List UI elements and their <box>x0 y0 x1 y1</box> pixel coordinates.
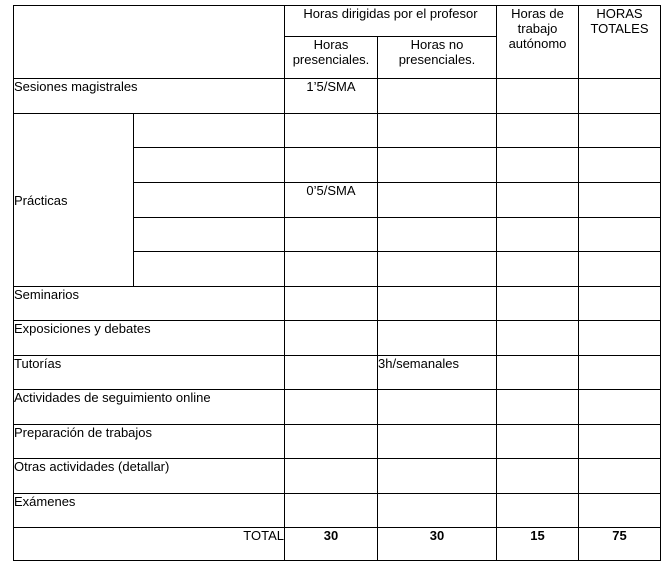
total-autonomous-value: 15 <box>497 528 579 561</box>
row-label-preparacion: Preparación de trabajos <box>14 425 285 459</box>
table-row <box>14 494 661 528</box>
table-row <box>14 390 661 425</box>
table-row <box>14 356 661 390</box>
total-row <box>14 528 661 561</box>
table-row <box>14 459 661 494</box>
table-row <box>14 79 661 114</box>
row-label-seminarios: Seminarios <box>14 287 285 321</box>
hours-table <box>13 5 661 561</box>
sesiones-in-person-value: 1’5/SMA <box>285 79 378 114</box>
row-label-tutorias: Tutorías <box>14 356 285 390</box>
header-in-person-hours: Horas presenciales. <box>285 37 378 79</box>
header-total-hours: HORAS TOTALES <box>579 6 661 79</box>
total-label: TOTAL <box>14 528 285 561</box>
table-row <box>14 321 661 356</box>
table-row <box>14 425 661 459</box>
header-empty-cell <box>14 6 285 79</box>
row-label-examenes: Exámenes <box>14 494 285 528</box>
row-label-seguimiento: Actividades de seguimiento online <box>14 390 285 425</box>
tutorias-remote-value: 3h/semanales <box>378 356 497 390</box>
header-remote-hours: Horas no presenciales. <box>378 37 497 79</box>
total-in-person-value: 30 <box>285 528 378 561</box>
header-autonomous-hours: Horas de trabajo autónomo <box>497 6 579 79</box>
practicas-in-person-value: 0’5/SMA <box>285 183 378 218</box>
table-row <box>14 287 661 321</box>
row-label-sesiones: Sesiones magistrales <box>14 79 285 114</box>
header-hours-directed: Horas dirigidas por el profesor <box>285 6 497 37</box>
row-label-practicas: Prácticas <box>14 114 134 287</box>
table-row <box>14 114 661 148</box>
row-label-exposiciones: Exposiciones y debates <box>14 321 285 356</box>
total-remote-value: 30 <box>378 528 497 561</box>
row-label-otras: Otras actividades (detallar) <box>14 459 285 494</box>
total-hours-value: 75 <box>579 528 661 561</box>
